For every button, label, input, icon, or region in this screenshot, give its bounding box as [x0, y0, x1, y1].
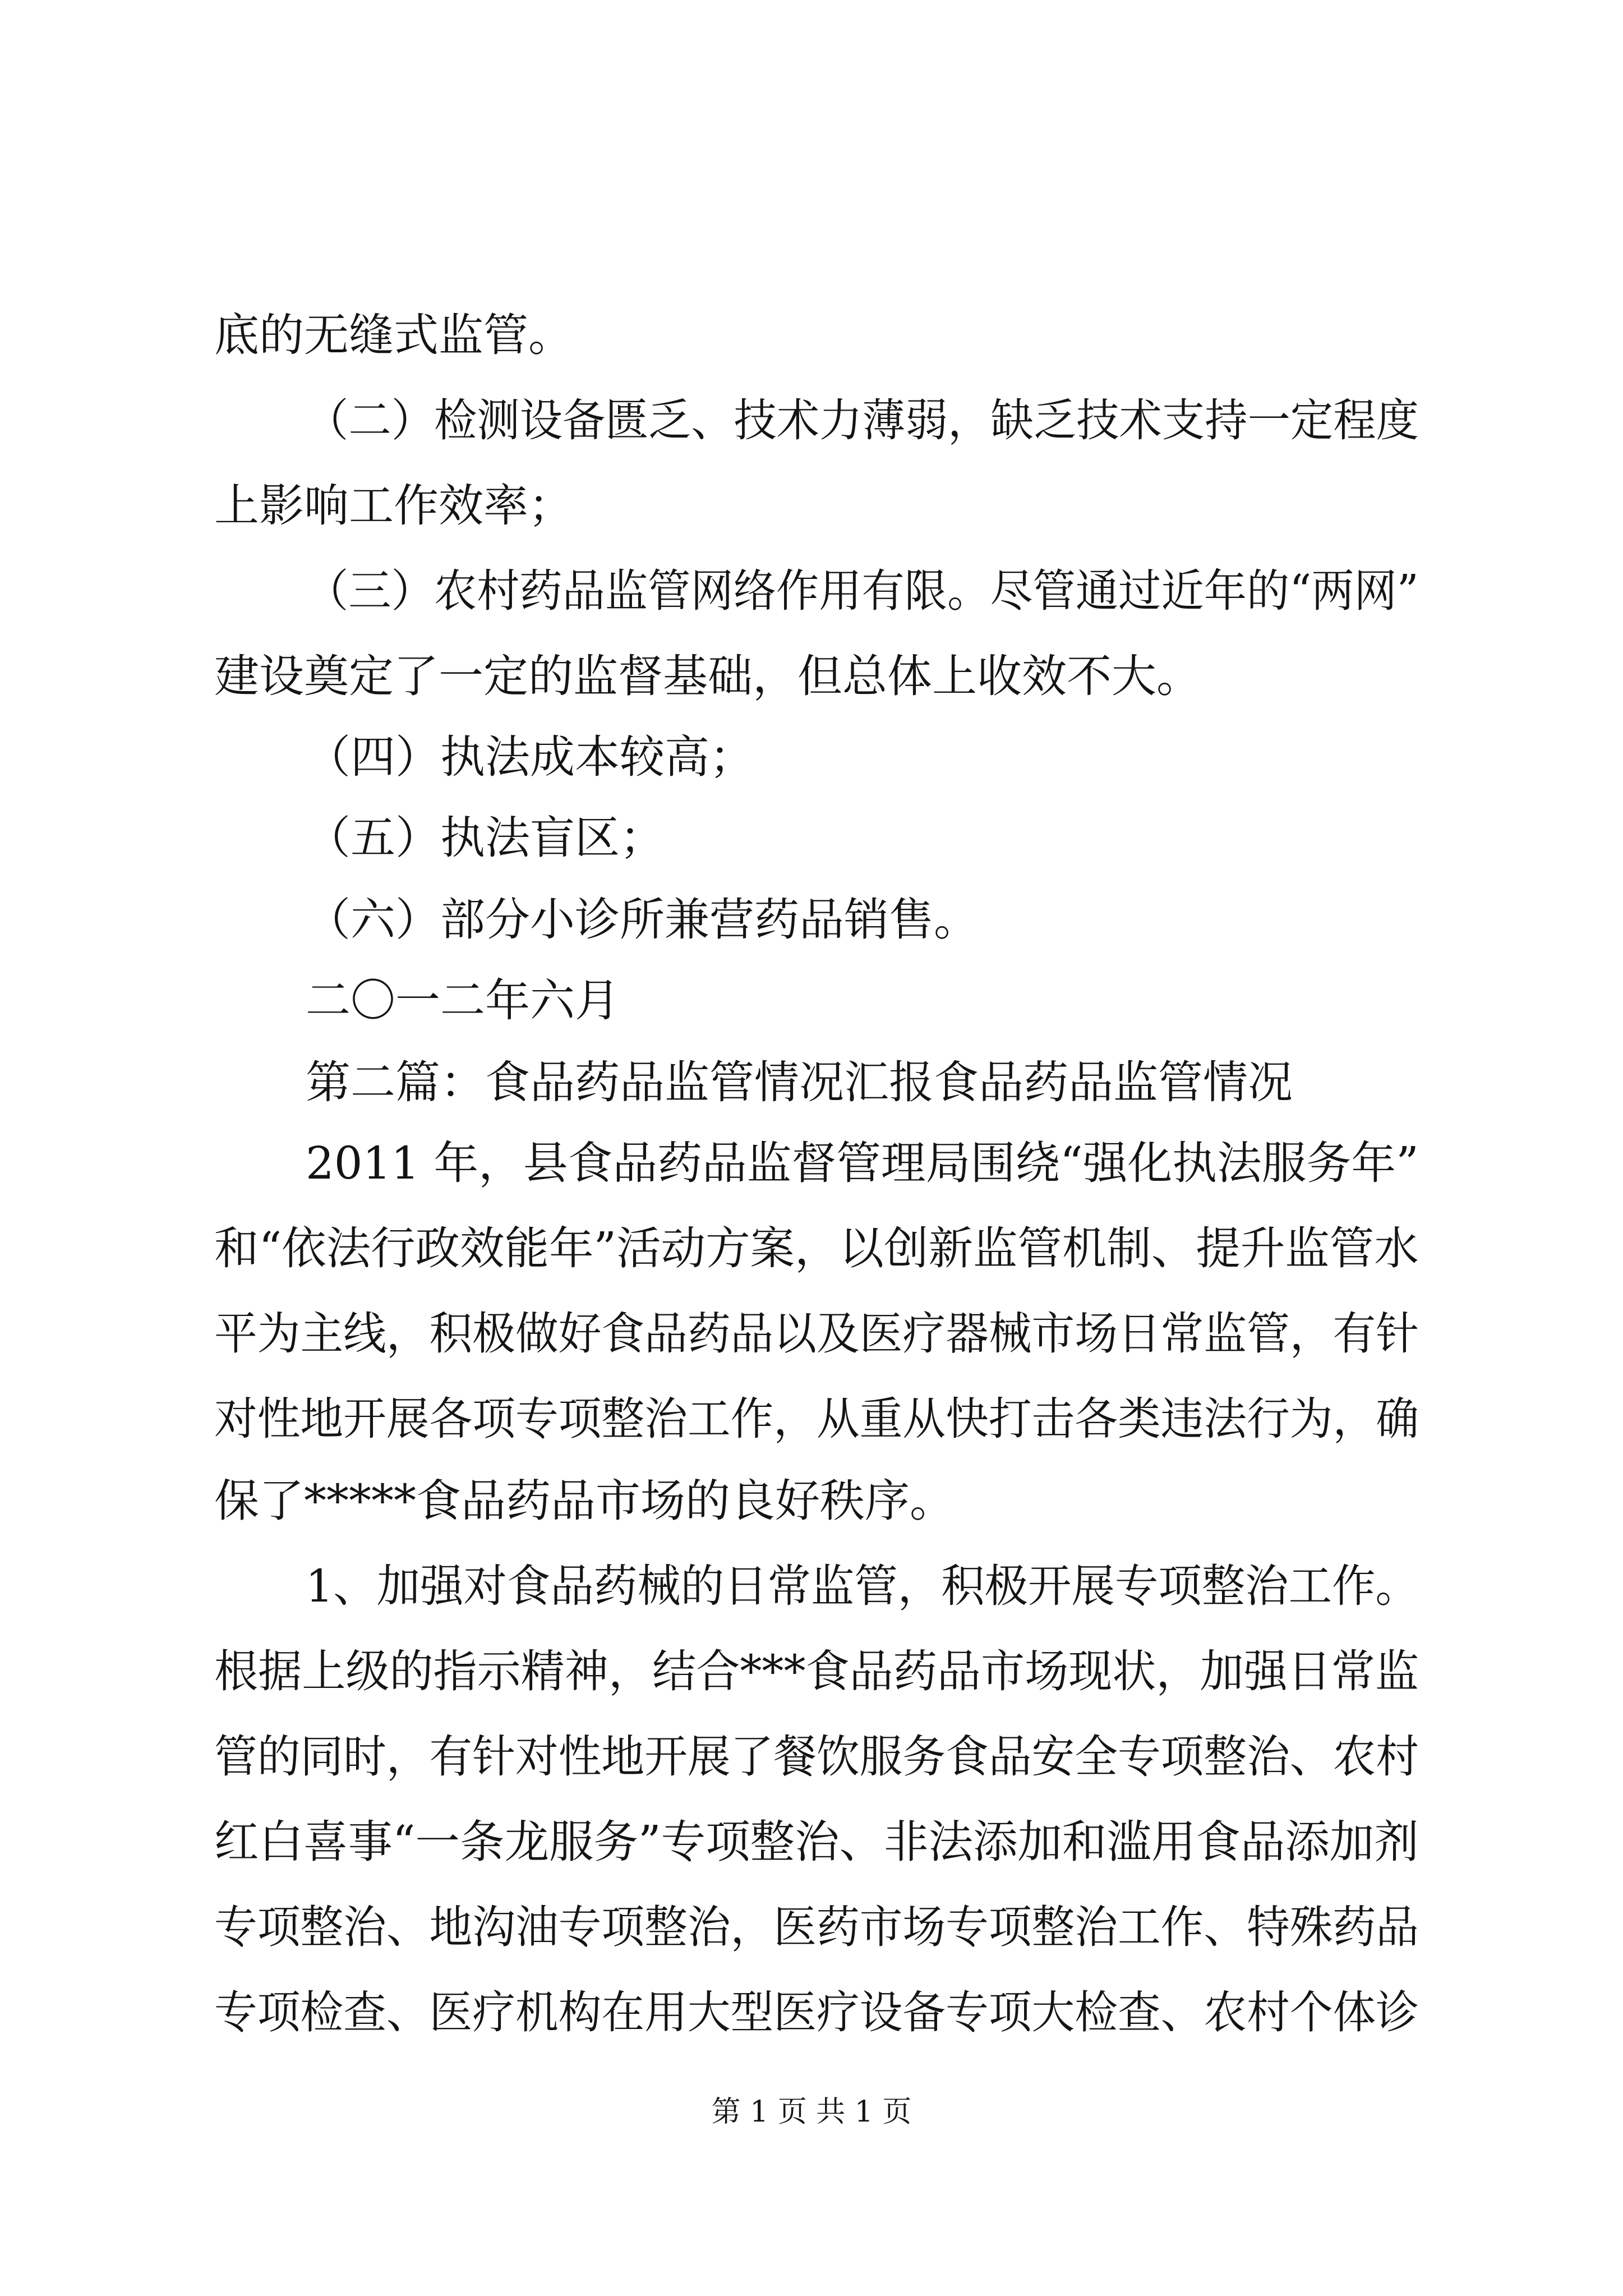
- text-line: （三）农村药品监管网络作用有限。尽管通过近年的“两网”: [306, 565, 1419, 617]
- date-line: 二〇一二年六月: [306, 974, 620, 1027]
- section-heading: 第二篇：食品药品监管情况汇报食品药品监管情况: [306, 1056, 1293, 1108]
- text-line: 平为主线，积极做好食品药品以及医疗器械市场日常监管，有针: [214, 1308, 1419, 1360]
- text-line: 1、加强对食品药械的日常监管，积极开展专项整治工作。: [306, 1560, 1419, 1612]
- text-line: 2011 年，县食品药品监督管理局围绕“强化执法服务年”: [306, 1137, 1419, 1189]
- text-line: 保了*****食品药品市场的良好秩序。: [214, 1475, 955, 1527]
- text-line: （五）执法盲区；: [306, 812, 665, 864]
- text-line: 专项检查、医疗机构在用大型医疗设备专项大检查、农村个体诊: [214, 1986, 1419, 2039]
- text-line: 建设奠定了一定的监督基础，但总体上收效不大。: [214, 650, 1201, 702]
- text-line: （六）部分小诊所兼营药品销售。: [306, 894, 979, 946]
- text-line: 管的同时，有针对性地开展了餐饮服务食品安全专项整治、农村: [214, 1731, 1419, 1783]
- text-line: 和“依法行政效能年”活动方案，以创新监管机制、提升监管水: [214, 1222, 1419, 1274]
- text-line: 根据上级的指示精神，结合***食品药品市场现状，加强日常监: [214, 1645, 1419, 1697]
- page-number-footer: 第 1 页 共 1 页: [711, 2095, 912, 2129]
- text-line: 底的无缝式监管。: [214, 309, 573, 361]
- text-line: 专项整治、地沟油专项整治，医药市场专项整治工作、特殊药品: [214, 1901, 1419, 1953]
- text-line: 红白喜事“一条龙服务”专项整治、非法添加和滥用食品添加剂: [214, 1816, 1419, 1868]
- text-line: （四）执法成本较高；: [306, 731, 754, 783]
- text-line: 上影响工作效率；: [214, 480, 573, 532]
- text-line: 对性地开展各项专项整治工作，从重从快打击各类违法行为，确: [214, 1393, 1419, 1445]
- text-line: （二）检测设备匮乏、技术力薄弱，缺乏技术支持一定程度: [306, 394, 1419, 447]
